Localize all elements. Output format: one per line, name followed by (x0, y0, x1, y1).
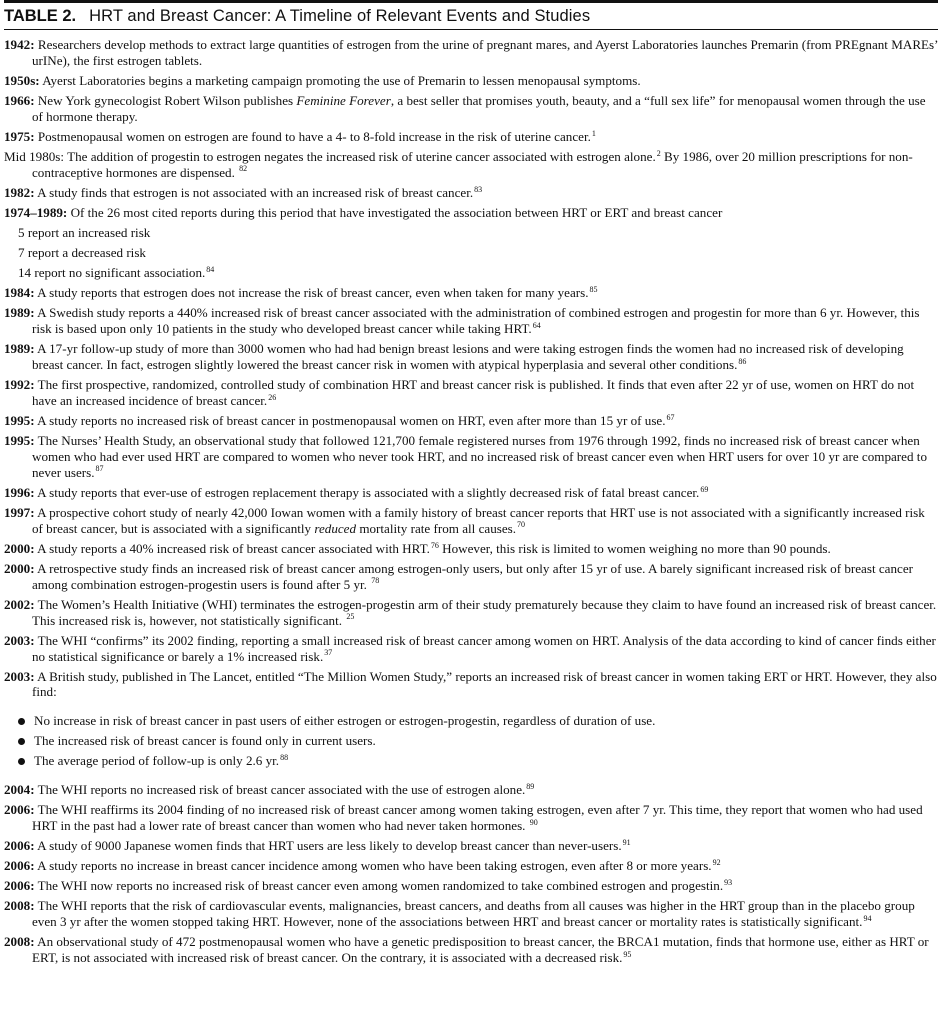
entry-text: A study of 9000 Japanese women finds that HRT users are less likely to develop breast cancer than never-users. (37, 838, 622, 854)
entry-year: 1975: (4, 128, 35, 144)
entry-year: 2008: (4, 934, 35, 950)
timeline-entry (4, 377, 938, 409)
timeline-entry (4, 305, 938, 337)
entry-text: A study reports no increased risk of breast cancer in postmenopausal women on HRT, even after more than 15 yr of use. (37, 413, 666, 429)
entry-year: 2006: (4, 858, 35, 874)
entry-text: The WHI reaffirms its 2004 finding of no increased risk of breast cancer among women taking estrogen, even after 7 yr. This time, they report that women who had used HRT in the past had a lower rate of breast cancer than women who had never taken hormones. (32, 802, 923, 834)
entry-text: Researchers develop methods to extract large quantities of estrogen from the urine of pregnant mares, and Ayerst Laboratories launches Premarin (from PREgnant MAREs’ urINe), the first estrogen tablets. (32, 37, 938, 68)
timeline-entry (4, 633, 938, 665)
entry-text: The WHI reports no increased risk of breast cancer associated with the use of estrogen alone. (37, 782, 526, 798)
timeline-entry (4, 541, 938, 557)
reference-number: 87 (95, 464, 104, 474)
entry-text-post: By 1986, over 20 million prescriptions for non-contraceptive hormones are dispensed. (32, 148, 913, 180)
timeline-entry (4, 838, 938, 854)
reference-number: 67 (666, 412, 675, 422)
reference-number: 76 (430, 540, 439, 550)
entry-year: 2006: (4, 802, 35, 818)
bullet-text: The increased risk of breast cancer is found only in current users. (34, 733, 376, 749)
bullet-icon (18, 738, 25, 745)
timeline-entry (4, 934, 938, 966)
reference-number: 78 (371, 576, 380, 586)
entry-year: 2003: (4, 668, 35, 684)
timeline-entry (4, 73, 938, 89)
entry-year: 2006: (4, 878, 35, 894)
reference-number: 26 (268, 392, 277, 402)
entry-year: 1995: (4, 433, 35, 449)
reference-number: 84 (206, 264, 215, 274)
entry-year: 2000: (4, 560, 35, 576)
reference-number: 89 (526, 781, 535, 791)
timeline-entry (4, 129, 938, 145)
table-page (4, 0, 938, 966)
table-title-bar (4, 0, 938, 30)
entry-text-pre: The addition of progestin to estrogen negates the increased risk of uterine cancer associated with estrogen alone. (67, 148, 656, 164)
timeline-entry (4, 802, 938, 834)
entry-text-post: However, this risk is limited to women weighing no more than 90 pounds. (438, 540, 831, 556)
timeline-entry (4, 413, 938, 429)
table-title: HRT and Breast Cancer: A Timeline of Relevant Events and Studies (89, 6, 591, 25)
entry-text-pre: A prospective cohort study of nearly 42,000 Iowan women with a family history of breast cancer reports that HRT use is not associated with a significantly increased risk of breast cancer, but is associated with a significantly (32, 504, 925, 536)
reference-number: 85 (589, 284, 598, 294)
reference-number: 1 (591, 128, 596, 138)
timeline-entry (4, 782, 938, 798)
sub-item (4, 225, 938, 241)
entry-year: 1995: (4, 413, 35, 429)
entry-text: A British study, published in The Lancet, entitled “The Million Women Study,” reports an increased risk of breast cancer in women taking ERT or HRT. However, they also find: (32, 668, 937, 700)
entry-year: 1966: (4, 92, 35, 108)
bullet-icon (18, 758, 25, 765)
timeline-entry (4, 561, 938, 593)
entry-text: A study reports that estrogen does not increase the risk of breast cancer, even when taken for many years. (37, 285, 589, 301)
reference-number: 37 (324, 648, 333, 658)
entry-text: A 17-yr follow-up study of more than 3000 women who had had benign breast lesions and were taking estrogen finds the women had no increased risk of developing breast cancer. In fact, estrogen slightly lowered the breast cancer risk in women with atypical hyperplasia and several other conditions. (32, 341, 904, 373)
entry-year: 2004: (4, 782, 35, 798)
sub-item (4, 265, 938, 281)
entry-text: Postmenopausal women on estrogen are found to have a 4- to 8-fold increase in the risk of uterine cancer. (37, 128, 591, 144)
reference-number: 90 (529, 817, 538, 827)
entry-text: A study finds that estrogen is not associated with an increased risk of breast cancer. (37, 184, 474, 200)
entry-text-post: , a best seller that promises youth, beauty, and a “full sex life” for menopausal women through the use of hormone therapy. (32, 92, 926, 124)
timeline-entry (4, 285, 938, 301)
timeline-entry (4, 597, 938, 629)
entry-text: A retrospective study finds an increased risk of breast cancer among estrogen-only users, but only after 15 yr of use. A barely significant increased risk of breast cancer among combination estrogen-progestin users is found after 5 yr. (32, 560, 914, 592)
entry-text-pre: New York gynecologist Robert Wilson publishes (37, 92, 297, 108)
timeline-entry (4, 185, 938, 201)
reference-number: 70 (517, 520, 526, 530)
reference-number: 83 (474, 184, 483, 194)
sub-item-text: 7 report a decreased risk (18, 245, 146, 261)
entry-text: The WHI reports that the risk of cardiovascular events, malignancies, breast cancers, and deaths from all causes was higher in the HRT group than in the placebo group even 3 yr after the women stopped taking HRT. However, none of the associations between HRT and breast cancer or mortality rates is statistically significant. (32, 898, 915, 930)
entry-text: The WHI “confirms” its 2002 finding, reporting a small increased risk of breast cancer among women on HRT. Analysis of the data according to kind of cancer finds either no statistical significance or barely a 1% increased risk. (32, 632, 936, 664)
entry-text: A study reports no increase in breast cancer incidence among women who have been taking estrogen, even after 8 or more years. (37, 858, 712, 874)
reference-number: 2 (656, 148, 661, 158)
entry-year: 2000: (4, 540, 35, 556)
entry-text-pre: A study reports a 40% increased risk of breast cancer associated with HRT. (37, 540, 430, 556)
entry-text: The first prospective, randomized, controlled study of combination HRT and breast cancer risk is published. It finds that even after 22 yr of use, women on HRT do not have an increased incidence of breast cancer. (32, 377, 915, 408)
timeline-entry (4, 205, 938, 221)
timeline (4, 30, 938, 966)
entry-year: 1997: (4, 504, 35, 520)
entry-year: 2003: (4, 632, 35, 648)
book-title: Feminine Forever (296, 92, 391, 108)
entry-year: 1950s: (4, 72, 40, 88)
entry-year: 2008: (4, 898, 35, 914)
entry-text: A Swedish study reports a 440% increased risk of breast cancer associated with the administration of combined estrogen and progestin for more than 6 yr. However, this risk is based upon only 10 patients in the study who developed breast cancer while taking HRT. (32, 305, 920, 337)
entry-text: Ayerst Laboratories begins a marketing campaign promoting the use of Premarin to lessen menopausal symptoms. (42, 72, 641, 88)
entry-year: Mid 1980s: (4, 148, 65, 164)
emphasis-text: reduced (314, 520, 357, 536)
entry-text-post: mortality rate from all causes. (356, 520, 517, 536)
entry-year: 1989: (4, 341, 35, 357)
timeline-entry (4, 669, 938, 701)
sub-item-text: 14 report no significant association. (18, 265, 206, 281)
timeline-entry (4, 93, 938, 125)
entry-text: The WHI now reports no increased risk of breast cancer even among women randomized to take combined estrogen and progestin. (37, 878, 724, 894)
bullet-text: No increase in risk of breast cancer in past users of either estrogen or estrogen-progestin, regardless of duration of use. (34, 713, 656, 729)
entry-text: Of the 26 most cited reports during this period that have investigated the association between HRT or ERT and breast cancer (70, 204, 723, 220)
entry-year: 1982: (4, 184, 35, 200)
reference-number: 92 (712, 857, 721, 867)
reference-number: 69 (700, 484, 709, 494)
bullet-item (4, 713, 938, 729)
bullet-text: The average period of follow-up is only 2.6 yr. (34, 753, 280, 769)
timeline-entry (4, 433, 938, 480)
timeline-entry (4, 878, 938, 894)
table-label: TABLE 2. (4, 6, 77, 25)
timeline-entry (4, 485, 938, 501)
entry-year: 1989: (4, 305, 35, 321)
reference-number: 25 (346, 612, 355, 622)
reference-number: 91 (622, 837, 631, 847)
entry-text: The Nurses’ Health Study, an observational study that followed 121,700 female registered nurses from 1976 through 1992, finds no increased risk of breast cancer when women who had ever used HRT are compared to women who never took HRT, and no increased risk of breast cancer even when HRT users for over 10 yr are compared to never users. (32, 433, 927, 480)
bullet-icon (18, 718, 25, 725)
entry-text: An observational study of 472 postmenopausal women who have a genetic predisposition to breast cancer, the BRCA1 mutation, finds that hormone use, either as HRT or ERT, is not associated with increased risk of breast cancer. On the contrary, it is associated with a decreased risk. (32, 934, 929, 966)
reference-number: 82 (239, 164, 248, 174)
entry-text: A study reports that ever-use of estrogen replacement therapy is associated with a slightly decreased risk of fatal breast cancer. (37, 484, 700, 500)
reference-number: 93 (724, 878, 733, 888)
entry-year: 1974–1989: (4, 204, 68, 220)
sub-item-text: 5 report an increased risk (18, 225, 151, 241)
timeline-entry (4, 341, 938, 373)
entry-year: 1984: (4, 285, 35, 301)
reference-number: 94 (863, 913, 872, 923)
timeline-entry (4, 37, 938, 69)
reference-number: 88 (280, 753, 289, 763)
timeline-entry (4, 505, 938, 537)
entry-year: 2002: (4, 596, 35, 612)
reference-number: 86 (738, 356, 747, 366)
entry-year: 1992: (4, 377, 35, 393)
timeline-entry (4, 858, 938, 874)
timeline-entry (4, 898, 938, 930)
timeline-entry (4, 149, 938, 181)
entry-year: 2006: (4, 838, 35, 854)
reference-number: 95 (623, 949, 632, 959)
entry-year: 1942: (4, 37, 35, 52)
bullet-item (4, 753, 938, 769)
reference-number: 64 (532, 320, 541, 330)
bullet-item (4, 733, 938, 749)
sub-item (4, 245, 938, 261)
entry-year: 1996: (4, 484, 35, 500)
bullet-list (4, 713, 938, 769)
entry-text: The Women’s Health Initiative (WHI) terminates the estrogen-progestin arm of their study prematurely because they claim to have found an increased risk of breast cancer. This increased risk is, however, not statistically significant. (32, 596, 937, 628)
